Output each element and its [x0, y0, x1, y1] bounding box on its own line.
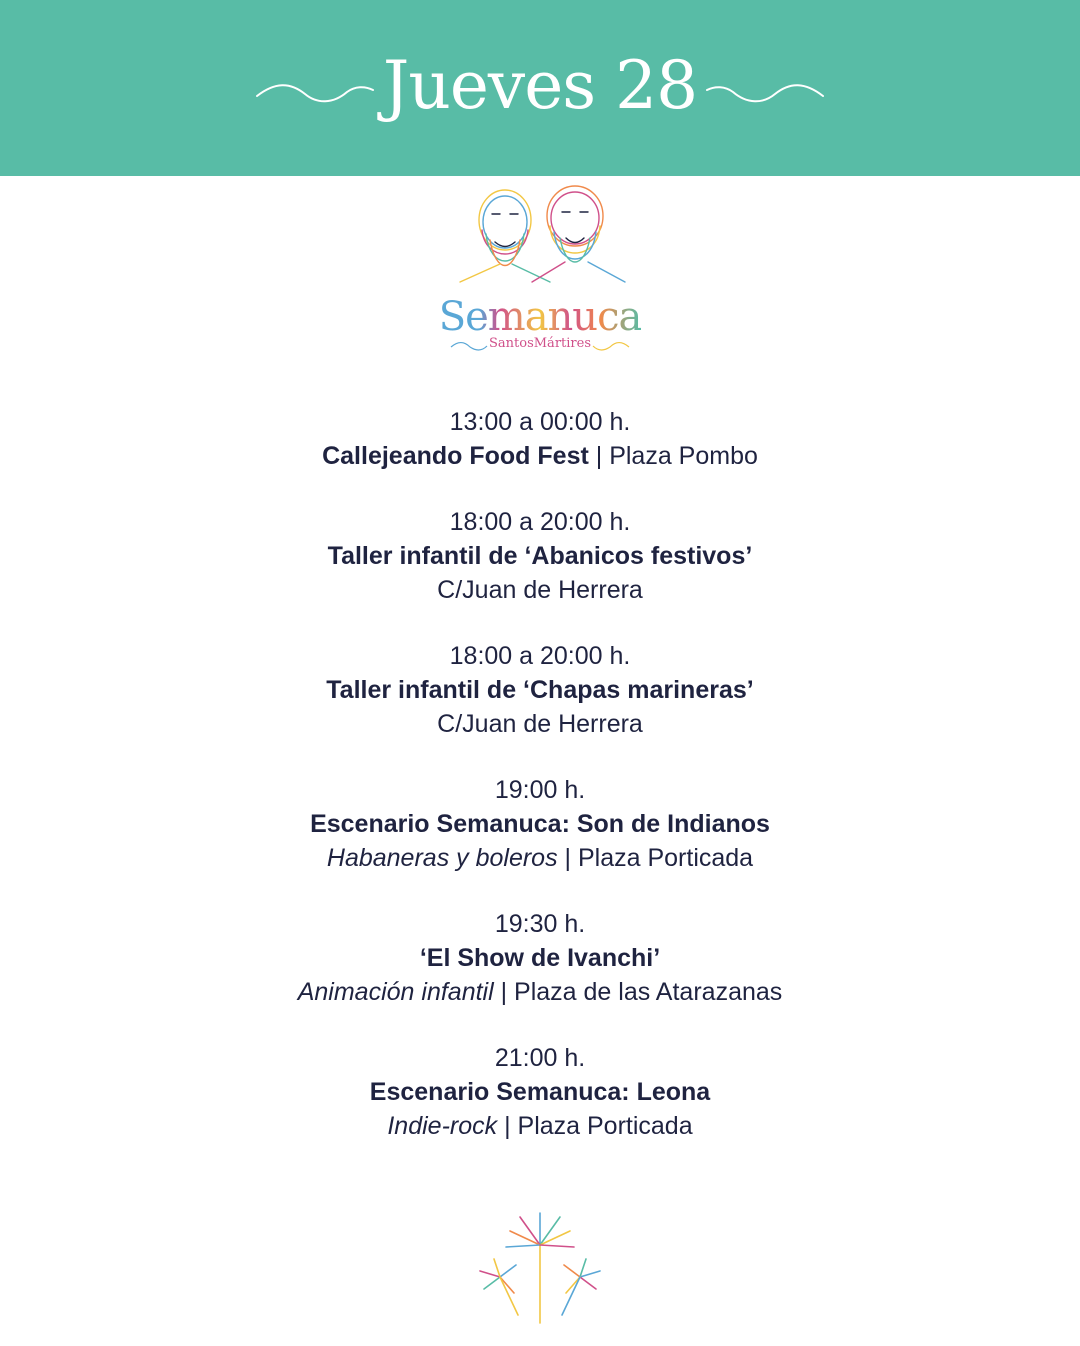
- event-title: Taller infantil de ‘Chapas marineras’: [326, 676, 754, 704]
- event-title: Escenario Semanuca: Leona: [369, 1078, 711, 1106]
- event-title: Taller infantil de ‘Abanicos festivos’: [327, 542, 753, 570]
- event-detail-line: [0, 1109, 1080, 1143]
- event-detail-line: [0, 841, 1080, 875]
- event-genre: Habaneras y boleros: [326, 844, 558, 872]
- fireworks-icon: [470, 1205, 610, 1325]
- event-item: [0, 1041, 1080, 1143]
- event-title: ‘El Show de Ivanchi’: [419, 944, 661, 972]
- event-item: [0, 773, 1080, 875]
- event-genre: Animación infantil: [297, 978, 494, 1006]
- brand-subtitle: SantosMártires: [489, 336, 591, 351]
- event-title: Callejeando Food Fest: [322, 442, 589, 470]
- event-time: 21:00 h.: [494, 1044, 586, 1072]
- page-title: Jueves 28: [382, 47, 698, 124]
- event-item: [0, 639, 1080, 741]
- event-genre: Indie-rock: [387, 1112, 498, 1140]
- event-item: [0, 405, 1080, 473]
- brand-name-text: Semanuca: [438, 294, 642, 340]
- wave-right-icon: [705, 78, 825, 108]
- event-time: 19:30 h.: [494, 910, 586, 938]
- event-location: | Plaza de las Atarazanas: [500, 978, 783, 1006]
- event-location: | Plaza Porticada: [504, 1112, 693, 1140]
- header-banner: [0, 0, 1080, 176]
- event-time: 18:00 a 20:00 h.: [449, 642, 631, 670]
- event-detail-line: [0, 975, 1080, 1009]
- event-schedule: [0, 405, 1080, 1175]
- two-bearded-saints-logo: [440, 182, 640, 292]
- event-item: [0, 505, 1080, 607]
- event-title: Escenario Semanuca: Son de Indianos: [310, 810, 770, 838]
- event-time: 13:00 a 00:00 h.: [449, 408, 631, 436]
- event-location: C/Juan de Herrera: [437, 710, 643, 738]
- event-item: [0, 907, 1080, 1009]
- event-location: C/Juan de Herrera: [437, 576, 643, 604]
- event-time: 18:00 a 20:00 h.: [449, 508, 631, 536]
- brand-wave-right-icon: [592, 340, 630, 352]
- event-location: | Plaza Pombo: [595, 442, 758, 470]
- event-location: | Plaza Porticada: [564, 844, 754, 872]
- event-time: 19:00 h.: [494, 776, 586, 804]
- event-title-line: [0, 439, 1080, 473]
